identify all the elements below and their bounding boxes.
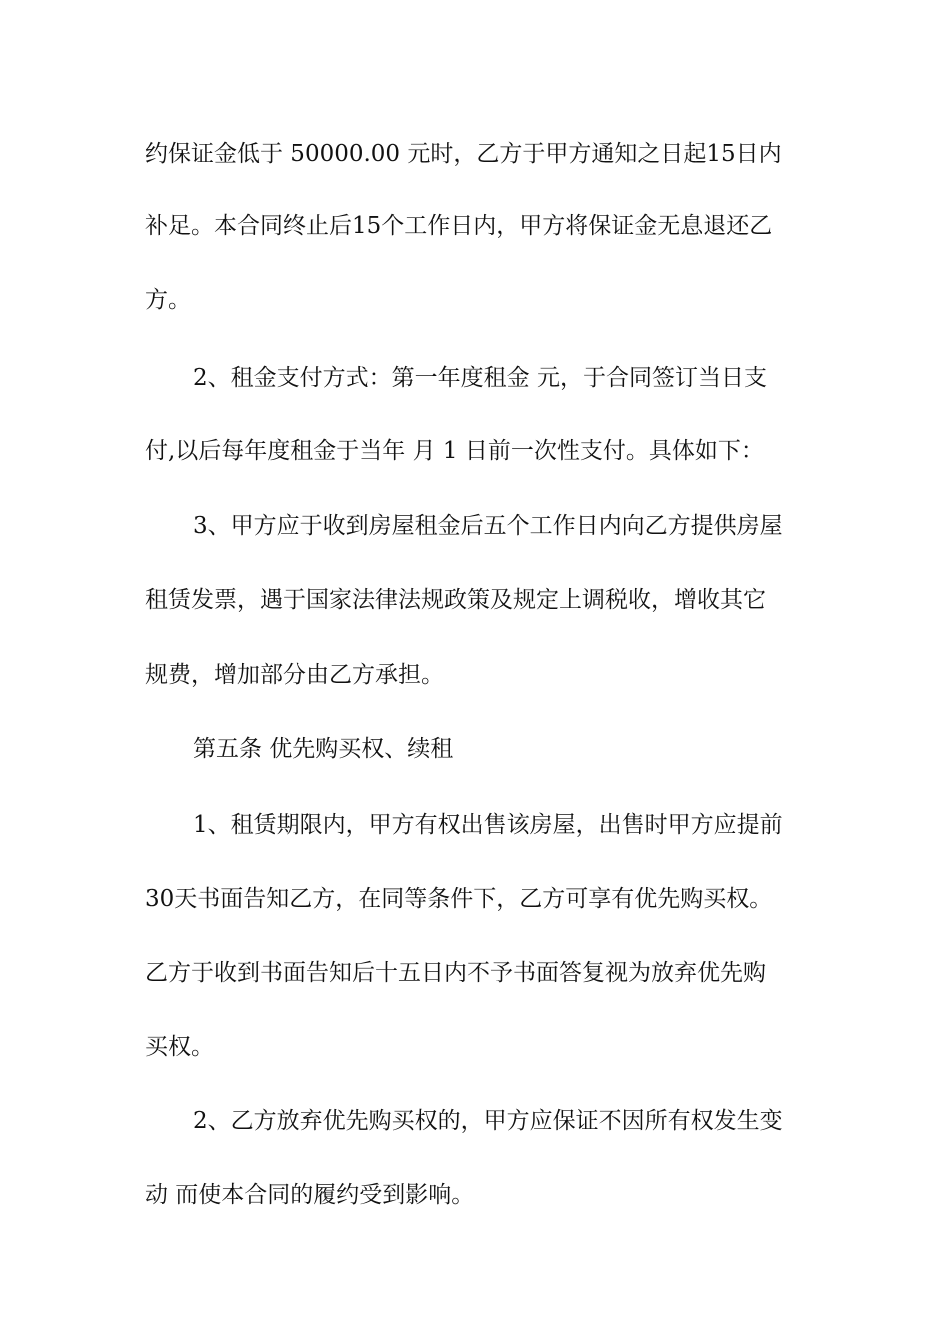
body-text-line: 买权。 bbox=[145, 1034, 214, 1060]
body-text-line: 动 而使本合同的履约受到影响。 bbox=[145, 1182, 475, 1208]
body-text-line: 规费，增加部分由乙方承担。 bbox=[145, 662, 444, 688]
body-text-line: 补足。本合同终止后15个工作日内，甲方将保证金无息退还乙 bbox=[145, 213, 773, 239]
body-text-line: 约保证金低于 50000.00 元时，乙方于甲方通知之日起15日内 bbox=[145, 141, 782, 167]
section-heading: 第五条 优先购买权、续租 bbox=[193, 736, 454, 762]
body-text-line: 30天书面告知乙方，在同等条件下，乙方可享有优先购买权。 bbox=[145, 886, 773, 912]
body-text-line: 付,以后每年度租金于当年 月 1 日前一次性支付。具体如下： bbox=[145, 438, 764, 464]
paragraph-3-start: 3、甲方应于收到房屋租金后五个工作日内向乙方提供房屋 bbox=[193, 513, 783, 539]
paragraph-1-start: 1、租赁期限内，甲方有权出售该房屋，出售时甲方应提前 bbox=[193, 812, 783, 838]
paragraph-2-start: 2、租金支付方式：第一年度租金 元，于合同签订当日支 bbox=[193, 365, 767, 391]
body-text-line: 乙方于收到书面告知后十五日内不予书面答复视为放弃优先购 bbox=[145, 960, 766, 986]
body-text-line: 租赁发票，遇于国家法律法规政策及规定上调税收，增收其它 bbox=[145, 587, 766, 613]
body-text-line: 方。 bbox=[145, 287, 191, 313]
paragraph-2b-start: 2、乙方放弃优先购买权的，甲方应保证不因所有权发生变 bbox=[193, 1108, 783, 1134]
